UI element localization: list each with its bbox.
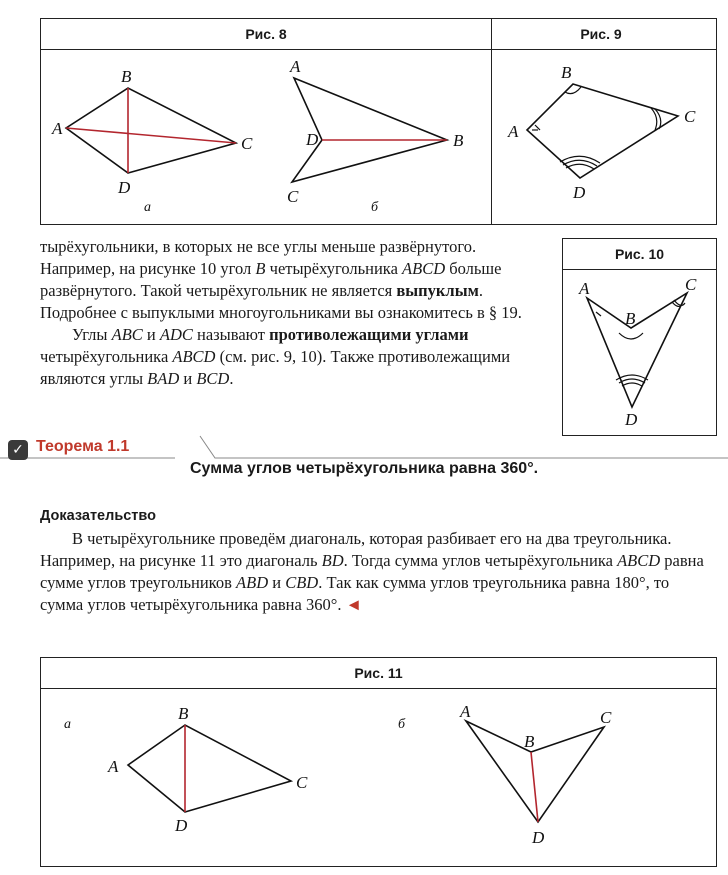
theorem-statement: Сумма углов четырёхугольника равна 360°. <box>189 460 539 477</box>
fig9-label-C: C <box>684 107 696 126</box>
fig8b-label-D: D <box>306 130 319 149</box>
fig11a-sublabel: а <box>64 717 71 732</box>
fig11b-label-C: C <box>600 708 612 727</box>
proof-end-mark: ◄ <box>345 595 362 614</box>
fig8a-label-B: B <box>121 67 132 86</box>
fig10-label-C: C <box>685 275 697 294</box>
body-paragraph-1: тырёхугольники, в которых не все углы меньше развёрнутого. Например, на рисунке 10 угол B четырёхугольника ABCD больше развёрнутого. Такой четырёхугольник не является выпуклым. Подробнее с выпуклыми многоугольниками вы ознакомитесь в § 19. Углы ABC и ADC называют противолежащими углами четырёхугольника ABCD (см. рис. 9, 10). Также противолежащими являются углы BAD и BCD. <box>40 236 545 390</box>
fig8a-label-A: A <box>52 119 63 138</box>
fig8a-label-D: D <box>118 178 131 197</box>
theorem-label: Теорема 1.1 <box>36 438 130 455</box>
fig9-label-D: D <box>573 183 586 202</box>
fig8b-sublabel: б <box>371 200 379 215</box>
fig10-label-B: B <box>625 309 636 328</box>
fig9-title: Рис. 9 <box>580 26 622 42</box>
body-paragraph-2: Углы ABC и ADC называют противолежащими углами четырёхугольника ABCD (см. рис. 9, 10). Также противолежащими являются углы BAD и BCD. <box>40 325 511 388</box>
fig11b-label-A: A <box>460 702 471 721</box>
fig8a-sublabel: а <box>144 200 151 215</box>
proof-heading: Доказательство <box>40 508 156 524</box>
fig9-label-A: A <box>508 122 519 141</box>
fig11a-label-C: C <box>296 773 308 792</box>
fig8b-label-C: C <box>287 187 299 206</box>
fig11a-label-A: A <box>108 757 119 776</box>
checkmark-icon: ✓ <box>8 440 28 460</box>
fig11a-label-B: B <box>178 704 189 723</box>
fig8b-label-B: B <box>453 131 464 150</box>
fig8-title: Рис. 8 <box>245 26 287 42</box>
fig11a-label-D: D <box>175 816 188 835</box>
fig9-label-B: B <box>561 63 572 82</box>
fig10-label-D: D <box>625 410 638 429</box>
fig8a-label-C: C <box>241 134 253 153</box>
fig8b-label-A: A <box>290 57 301 76</box>
fig11-title: Рис. 11 <box>354 665 403 681</box>
fig11b-label-B: B <box>524 732 535 751</box>
proof-paragraph: В четырёхугольнике проведём диагональ, которая разбивает его на два треугольника. Например, на рисунке 11 это диагональ BD. Тогда сумма углов четырёхугольника ABCD равна сумме углов треугольников ABD и CBD. Так как сумма углов треугольника равна 180°, то сумма углов четырёхугольника равна 360°. ◄ <box>40 529 704 614</box>
fig11b-sublabel: б <box>398 717 406 732</box>
fig10-title: Рис. 10 <box>614 246 665 262</box>
fig11b-label-D: D <box>532 828 545 847</box>
fig10-label-A: A <box>579 279 590 298</box>
